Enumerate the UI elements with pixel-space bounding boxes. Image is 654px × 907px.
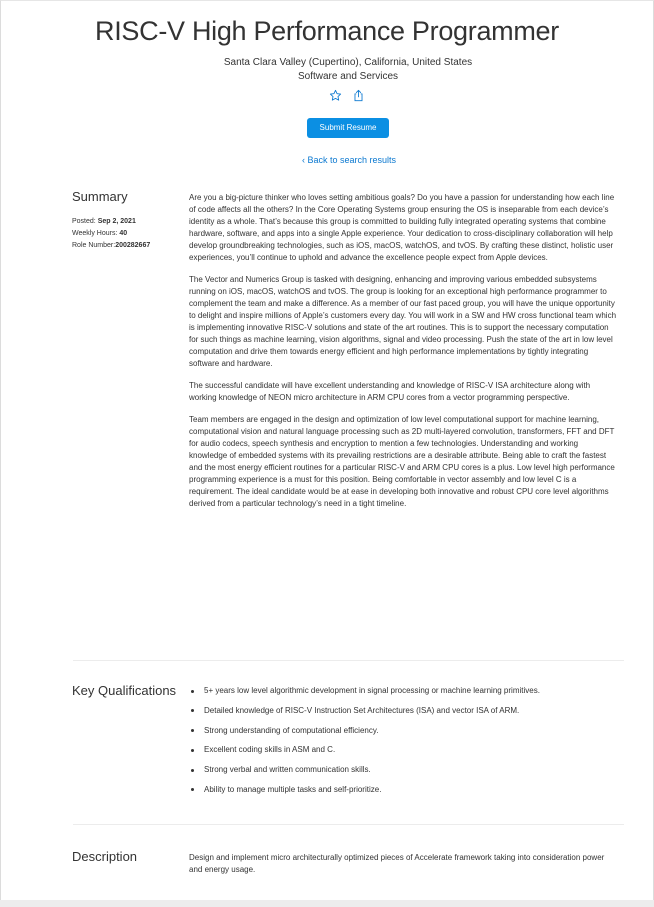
- section-divider: [73, 824, 624, 825]
- qualification-item: 5+ years low level algorithmic development in signal processing or machine learning primitives.: [189, 686, 540, 706]
- qualification-item: Ability to manage multiple tasks and self-prioritize.: [189, 785, 540, 805]
- description-heading: Description: [72, 849, 138, 864]
- summary-body: [189, 192, 617, 520]
- description-body: [189, 852, 617, 886]
- summary-paragraph: Team members are engaged in the design and optimization of low level computational support for machine learning, computational vision and natural language processing such as 2D multi-layered convolution, transformers, FFT and DFT for audio codecs, speech synthesis and encryption to mention a few technologies. Understanding and working knowledge of embedded systems with its prevailing restrictions are a desirable attribute. Being able to craft the fastest and the most energy efficient routines for a particular RISC-V and ARM CPU cores is a plus. Low level high performance programming experience is a must for this position. Being comfortable in vector assembly and low level C is a requirement. The ideal candidate would be at ease in developing both innovative and robust CPU core level algorithms derived from a particular technology’s need in a tight timeline.: [189, 415, 615, 508]
- qualification-item: Strong verbal and written communication skills.: [189, 765, 540, 785]
- share-icon[interactable]: [352, 89, 365, 102]
- section-divider: [73, 660, 624, 661]
- key-qualifications-heading: Key Qualifications: [72, 683, 177, 698]
- posted-date: Posted: Sep 2, 2021: [72, 218, 136, 225]
- qualifications-list: [189, 686, 540, 805]
- role-number: Role Number:200282667: [72, 242, 151, 249]
- weekly-hours: Weekly Hours: 40: [72, 230, 128, 237]
- description-text: Design and implement micro architecturally optimized pieces of Accelerate framework taking into consideration power and energy usage.: [189, 853, 605, 874]
- summary-heading: Summary: [72, 189, 128, 204]
- star-icon[interactable]: [329, 89, 342, 102]
- summary-paragraph: Are you a big-picture thinker who loves setting ambitious goals? Do you have a passion for understanding how each line of code affects all the others? In the Core Operating Systems group ensuring the OS is inseparable from each device’s identity as a whole. That’s because this group is committed to building fully integrated operating systems that combine hardware, software, and apps into a single Apple experience. Your dedication to cross-disciplinary collaboration will help develop groundbreaking technologies, such as iOS, macOS, watchOS, and tvOS. By crafting these distinct, holistic user experiences, you’ll continue to uphold and advance the excellence people expect from Apple devices.: [189, 193, 615, 262]
- qualification-item: Detailed knowledge of RISC-V Instruction Set Architectures (ISA) and vector ISA of ARM.: [189, 706, 540, 726]
- qualification-item: Excellent coding skills in ASM and C.: [189, 745, 540, 765]
- back-to-results-link[interactable]: ‹ Back to search results: [301, 155, 397, 165]
- summary-paragraph: The successful candidate will have excellent understanding and knowledge of RISC-V ISA architecture along with working knowledge of NEON micro architecture in ARM CPU cores from a vector programming perspective.: [189, 381, 591, 402]
- submit-resume-button[interactable]: Submit Resume: [307, 118, 389, 138]
- job-actions: [329, 89, 365, 102]
- summary-paragraph: The Vector and Numerics Group is tasked with designing, enhancing and improving various embedded subsystems running on iOS, macOS, watchOS and tvOS. The group is looking for an exceptional high performance programmer to complement the team and make a difference. As a member of our fast paced group, you will have the unique opportunity to delight and inspire millions of Apple’s customers every day. You will work in a SW and HW cross functional team which is implementing innovative RISC-V solutions and state of the art routines. This is to support the necessary computation for such things as machine learning, vision algorithms, signal and video processing. Push the state of the art in low level computation and drive them towards energy efficient and high performance implementations by tightly integrating software and hardware.: [189, 275, 617, 368]
- job-team: Software and Services: [297, 71, 399, 82]
- job-location: Santa Clara Valley (Cupertino), California, United States: [223, 57, 473, 68]
- bottom-scroll-area: [0, 900, 654, 907]
- qualification-item: Strong understanding of computational efficiency.: [189, 726, 540, 746]
- job-title: RISC-V High Performance Programmer: [95, 16, 559, 46]
- job-meta: [72, 216, 150, 252]
